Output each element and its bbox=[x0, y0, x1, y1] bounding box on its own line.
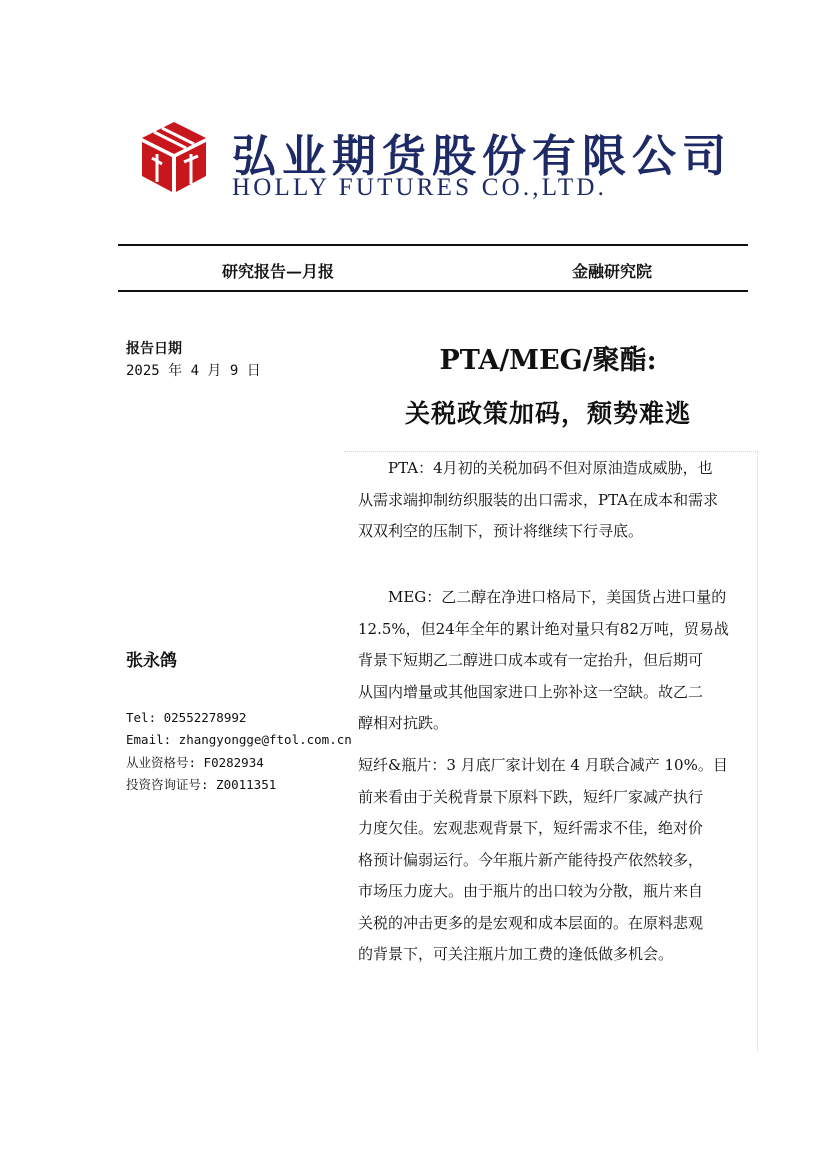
pta-paragraph bbox=[358, 453, 750, 548]
polyester-line: 短纤&瓶片：3 月底厂家计划在 4 月联合减产 10%。目 bbox=[358, 756, 728, 774]
author-tel: Tel: 02552278992 bbox=[126, 710, 247, 725]
holly-logo-icon bbox=[140, 118, 208, 194]
report-date-value: 2025 年 4 月 9 日 bbox=[126, 363, 261, 379]
summary-box-right-border bbox=[757, 451, 758, 1051]
meg-line: 12.5%，但24年全年的累计绝对量只有82万吨，贸易战 bbox=[358, 619, 729, 638]
polyester-line: 关税的冲击更多的是宏观和成本层面的。在原料悲观 bbox=[358, 913, 704, 932]
header-top-rule bbox=[118, 244, 748, 246]
meg-line: 从国内增量或其他国家进口上弥补这一空缺。故乙二 bbox=[358, 682, 704, 701]
pta-line: PTA：4月初的关税加码不但对原油造成威胁，也 bbox=[358, 459, 713, 477]
pta-line: 双双利空的压制下，预计将继续下行寻底。 bbox=[358, 522, 644, 540]
polyester-line: 力度欠佳。宏观悲观背景下，短纤需求不佳，绝对价 bbox=[358, 819, 704, 837]
author-email: Email: zhangyongge@ftol.com.cn bbox=[126, 732, 352, 747]
institute-name: 金融研究院 bbox=[572, 262, 653, 281]
polyester-line: 的背景下，可关注瓶片加工费的逢低做多机会。 bbox=[358, 945, 674, 963]
polyester-paragraph bbox=[358, 750, 750, 971]
summary-box-top-border bbox=[344, 451, 756, 452]
meg-line: 醇相对抗跌。 bbox=[358, 714, 449, 732]
company-name-cn: 弘业期货股份有限公司 bbox=[232, 131, 732, 182]
meg-paragraph bbox=[358, 582, 750, 740]
polyester-line: 前来看由于关税背景下原料下跌，短纤厂家减产执行 bbox=[358, 787, 704, 806]
header-bottom-rule bbox=[118, 290, 748, 292]
polyester-line: 市场压力庞大。由于瓶片的出口较为分散，瓶片来自 bbox=[358, 882, 704, 900]
report-title-line2: 关税政策加码，颓势难逃 bbox=[404, 399, 691, 428]
pta-line: 从需求端抑制纺织服装的出口需求，PTA在成本和需求 bbox=[358, 490, 719, 509]
report-title-line1: PTA/MEG/聚酯: bbox=[439, 345, 657, 376]
polyester-line: 格预计偏弱运行。今年瓶片新产能待投产依然较多， bbox=[358, 850, 704, 869]
meg-line: 背景下短期乙二醇进口成本或有一定抬升，但后期可 bbox=[358, 651, 704, 669]
company-name-en: HOLLY FUTURES CO.,LTD. bbox=[232, 174, 608, 201]
report-date-label: 报告日期 bbox=[126, 341, 182, 357]
company-logo bbox=[140, 118, 732, 204]
report-type: 研究报告—月报 bbox=[222, 262, 335, 281]
author-consult-number: 投资咨询证号: Z0011351 bbox=[126, 777, 277, 792]
author-qualification: 从业资格号: F0282934 bbox=[126, 755, 264, 770]
meg-line: MEG：乙二醇在净进口格局下，美国货占进口量的 bbox=[358, 588, 727, 606]
author-name: 张永鸽 bbox=[126, 651, 177, 671]
